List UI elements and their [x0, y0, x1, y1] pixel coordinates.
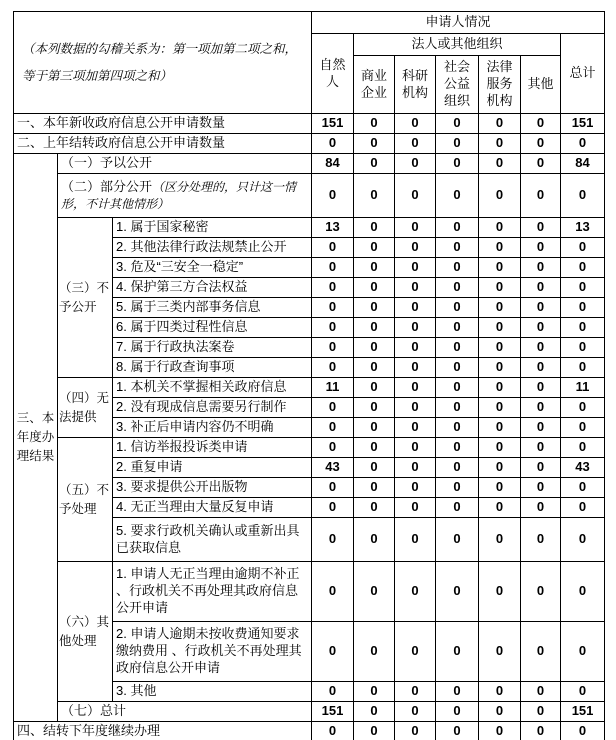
header-public-welfare-org: 社会公益组织 — [436, 56, 479, 114]
value-cell: 0 — [436, 298, 479, 318]
value-cell: 0 — [395, 398, 436, 418]
value-cell: 0 — [395, 298, 436, 318]
value-cell: 0 — [521, 702, 561, 722]
row-label — [58, 174, 312, 218]
value-cell: 0 — [479, 174, 521, 218]
value-cell: 0 — [312, 418, 354, 438]
value-cell: 0 — [354, 218, 395, 238]
value-cell: 0 — [354, 278, 395, 298]
row-label: （一）予以公开 — [58, 154, 312, 174]
value-cell: 0 — [354, 398, 395, 418]
value-cell: 0 — [436, 498, 479, 518]
value-cell: 151 — [312, 114, 354, 134]
value-cell: 0 — [395, 682, 436, 702]
table-row — [14, 438, 605, 458]
value-cell: 0 — [521, 518, 561, 562]
value-cell: 0 — [561, 438, 605, 458]
value-cell: 0 — [312, 338, 354, 358]
value-cell: 0 — [395, 278, 436, 298]
value-cell: 0 — [521, 458, 561, 478]
value-cell: 0 — [521, 722, 561, 740]
value-cell: 0 — [561, 258, 605, 278]
row-label: 2. 申请人逾期未按收费通知要求缴纳费用 、行政机关不再处理其政府信息公开申请 — [113, 622, 312, 682]
value-cell: 0 — [312, 358, 354, 378]
value-cell: 0 — [395, 154, 436, 174]
value-cell: 0 — [395, 218, 436, 238]
row-label: 3. 其他 — [113, 682, 312, 702]
row-label: 3. 补正后申请内容仍不明确 — [113, 418, 312, 438]
value-cell: 0 — [354, 154, 395, 174]
value-cell: 0 — [521, 298, 561, 318]
header-research-institution: 科研机构 — [395, 56, 436, 114]
group-label-other-handling: （六）其他处理 — [58, 562, 113, 702]
value-cell: 11 — [312, 378, 354, 398]
value-cell: 0 — [479, 278, 521, 298]
value-cell: 151 — [561, 702, 605, 722]
value-cell: 0 — [395, 134, 436, 154]
value-cell: 0 — [354, 498, 395, 518]
value-cell: 0 — [354, 298, 395, 318]
value-cell: 0 — [354, 134, 395, 154]
value-cell: 0 — [521, 154, 561, 174]
value-cell: 0 — [436, 338, 479, 358]
value-cell: 0 — [521, 338, 561, 358]
value-cell: 0 — [436, 258, 479, 278]
value-cell: 0 — [312, 238, 354, 258]
value-cell: 0 — [354, 174, 395, 218]
value-cell: 0 — [479, 418, 521, 438]
value-cell: 0 — [354, 238, 395, 258]
value-cell: 0 — [561, 298, 605, 318]
value-cell: 0 — [312, 562, 354, 622]
value-cell: 0 — [521, 278, 561, 298]
value-cell: 0 — [436, 458, 479, 478]
value-cell: 0 — [561, 278, 605, 298]
header-total: 总计 — [561, 34, 605, 114]
value-cell: 0 — [354, 622, 395, 682]
value-cell: 0 — [436, 518, 479, 562]
value-cell: 0 — [395, 418, 436, 438]
value-cell: 0 — [395, 358, 436, 378]
row-label: 4. 保护第三方合法权益 — [113, 278, 312, 298]
value-cell: 0 — [395, 114, 436, 134]
value-cell: 0 — [521, 238, 561, 258]
section-annual-results-label: 三、本年度办理结果 — [14, 154, 58, 722]
value-cell: 0 — [521, 134, 561, 154]
value-cell: 0 — [436, 378, 479, 398]
group-label-not-processed: （五）不予处理 — [58, 438, 113, 562]
value-cell: 0 — [521, 418, 561, 438]
value-cell: 0 — [354, 682, 395, 702]
value-cell: 0 — [521, 114, 561, 134]
value-cell: 0 — [312, 722, 354, 740]
value-cell: 0 — [312, 682, 354, 702]
value-cell: 0 — [395, 722, 436, 740]
value-cell: 84 — [561, 154, 605, 174]
value-cell: 0 — [436, 562, 479, 622]
value-cell: 0 — [521, 438, 561, 458]
header-applicant-status: 申请人情况 — [312, 12, 605, 34]
row-label-text: （二）部分公开 — [61, 178, 153, 194]
value-cell: 0 — [395, 174, 436, 218]
value-cell: 0 — [479, 438, 521, 458]
value-cell: 0 — [436, 478, 479, 498]
value-cell: 0 — [479, 114, 521, 134]
value-cell: 0 — [436, 438, 479, 458]
value-cell: 0 — [479, 398, 521, 418]
value-cell: 0 — [479, 622, 521, 682]
row-label: 2. 重复申请 — [113, 458, 312, 478]
value-cell: 0 — [521, 218, 561, 238]
table-row — [14, 134, 605, 154]
table-row — [14, 114, 605, 134]
value-cell: 0 — [354, 438, 395, 458]
value-cell: 0 — [561, 398, 605, 418]
value-cell: 0 — [354, 518, 395, 562]
value-cell: 0 — [561, 174, 605, 218]
value-cell: 0 — [312, 134, 354, 154]
value-cell: 151 — [561, 114, 605, 134]
value-cell: 0 — [354, 114, 395, 134]
value-cell: 0 — [521, 358, 561, 378]
row-label: 6. 属于四类过程性信息 — [113, 318, 312, 338]
value-cell: 0 — [395, 498, 436, 518]
group-label-not-disclosed: （三）不予公开 — [58, 218, 113, 378]
value-cell: 0 — [479, 218, 521, 238]
value-cell: 0 — [354, 358, 395, 378]
value-cell: 0 — [561, 722, 605, 740]
value-cell: 0 — [395, 622, 436, 682]
value-cell: 0 — [561, 418, 605, 438]
value-cell: 0 — [521, 398, 561, 418]
value-cell: 0 — [479, 682, 521, 702]
row-label: 1. 属于国家秘密 — [113, 218, 312, 238]
value-cell: 0 — [479, 298, 521, 318]
value-cell: 0 — [436, 722, 479, 740]
value-cell: 0 — [479, 378, 521, 398]
table-row — [14, 722, 605, 740]
row-label: 二、上年结转政府信息公开申请数量 — [14, 134, 312, 154]
header-other-org: 其他 — [521, 56, 561, 114]
value-cell: 0 — [561, 318, 605, 338]
row-label: 一、本年新收政府信息公开申请数量 — [14, 114, 312, 134]
value-cell: 0 — [395, 338, 436, 358]
value-cell: 0 — [436, 154, 479, 174]
row-label: 1. 申请人无正当理由逾期不补正 、行政机关不再处理其政府信息公开申请 — [113, 562, 312, 622]
value-cell: 0 — [521, 258, 561, 278]
value-cell: 0 — [436, 174, 479, 218]
value-cell: 0 — [561, 358, 605, 378]
row-label: 8. 属于行政查询事项 — [113, 358, 312, 378]
row-label: 7. 属于行政执法案卷 — [113, 338, 312, 358]
value-cell: 0 — [354, 258, 395, 278]
value-cell: 0 — [354, 378, 395, 398]
value-cell: 0 — [561, 338, 605, 358]
row-label-note: （区分处理的，只计这一情形，不计其他情形） — [61, 179, 297, 211]
value-cell: 43 — [312, 458, 354, 478]
row-label: 3. 危及“三安全一稳定” — [113, 258, 312, 278]
value-cell: 11 — [561, 378, 605, 398]
value-cell: 13 — [561, 218, 605, 238]
value-cell: 0 — [395, 562, 436, 622]
value-cell: 0 — [395, 238, 436, 258]
value-cell: 0 — [561, 478, 605, 498]
value-cell: 0 — [521, 622, 561, 682]
value-cell: 0 — [521, 562, 561, 622]
value-cell: 0 — [312, 318, 354, 338]
header-legal-org: 法人或其他组织 — [354, 34, 561, 56]
value-cell: 0 — [395, 702, 436, 722]
value-cell: 0 — [479, 702, 521, 722]
value-cell: 0 — [436, 358, 479, 378]
row-label: 5. 属于三类内部事务信息 — [113, 298, 312, 318]
value-cell: 0 — [479, 358, 521, 378]
value-cell: 0 — [561, 238, 605, 258]
table-row — [14, 702, 605, 722]
value-cell: 0 — [354, 318, 395, 338]
value-cell: 0 — [354, 562, 395, 622]
value-cell: 0 — [479, 562, 521, 622]
value-cell: 84 — [312, 154, 354, 174]
value-cell: 0 — [395, 478, 436, 498]
value-cell: 0 — [561, 134, 605, 154]
value-cell: 0 — [561, 518, 605, 562]
value-cell: 0 — [479, 318, 521, 338]
header-business-enterprise: 商业企业 — [354, 56, 395, 114]
value-cell: 0 — [312, 258, 354, 278]
value-cell: 43 — [561, 458, 605, 478]
value-cell: 0 — [561, 498, 605, 518]
value-cell: 0 — [395, 458, 436, 478]
value-cell: 0 — [436, 318, 479, 338]
value-cell: 0 — [479, 478, 521, 498]
value-cell: 0 — [561, 562, 605, 622]
value-cell: 0 — [436, 622, 479, 682]
row-label: 4. 无正当理由大量反复申请 — [113, 498, 312, 518]
value-cell: 0 — [479, 458, 521, 478]
value-cell: 0 — [436, 398, 479, 418]
value-cell: 0 — [436, 238, 479, 258]
header-natural-person: 自然人 — [312, 34, 354, 114]
value-cell: 0 — [395, 518, 436, 562]
value-cell: 0 — [479, 498, 521, 518]
value-cell: 0 — [436, 418, 479, 438]
value-cell: 0 — [312, 622, 354, 682]
value-cell: 0 — [479, 722, 521, 740]
value-cell: 0 — [312, 398, 354, 418]
row-label: 2. 没有现成信息需要另行制作 — [113, 398, 312, 418]
value-cell: 0 — [436, 278, 479, 298]
value-cell: 0 — [312, 518, 354, 562]
value-cell: 151 — [312, 702, 354, 722]
value-cell: 0 — [436, 682, 479, 702]
value-cell: 0 — [354, 722, 395, 740]
value-cell: 0 — [521, 682, 561, 702]
value-cell: 0 — [521, 174, 561, 218]
header-legal-service-org: 法律服务机构 — [479, 56, 521, 114]
value-cell: 0 — [479, 518, 521, 562]
value-cell: 0 — [479, 154, 521, 174]
value-cell: 0 — [354, 702, 395, 722]
value-cell: 0 — [395, 378, 436, 398]
row-label: 3. 要求提供公开出版物 — [113, 478, 312, 498]
row-label: 1. 本机关不掌握相关政府信息 — [113, 378, 312, 398]
table-row — [14, 174, 605, 218]
value-cell: 0 — [436, 702, 479, 722]
value-cell: 0 — [436, 218, 479, 238]
value-cell: 0 — [312, 438, 354, 458]
value-cell: 0 — [436, 114, 479, 134]
row-label: 1. 信访举报投诉类申请 — [113, 438, 312, 458]
value-cell: 0 — [521, 498, 561, 518]
value-cell: 0 — [312, 174, 354, 218]
value-cell: 0 — [521, 478, 561, 498]
table-row — [14, 154, 605, 174]
row-label: 2. 其他法律行政法规禁止公开 — [113, 238, 312, 258]
value-cell: 0 — [312, 498, 354, 518]
table-row — [14, 378, 605, 398]
value-cell: 0 — [395, 318, 436, 338]
value-cell: 0 — [395, 438, 436, 458]
value-cell: 0 — [312, 478, 354, 498]
corner-note: （本列数据的勾稽关系为：第一项加第二项之和，等于第三项加第四项之和） — [14, 12, 312, 114]
value-cell: 0 — [436, 134, 479, 154]
value-cell: 0 — [479, 238, 521, 258]
row-label: 四、结转下年度继续办理 — [14, 722, 312, 740]
table-row — [14, 562, 605, 622]
value-cell: 0 — [521, 318, 561, 338]
value-cell: 0 — [561, 682, 605, 702]
group-label-unable-to-provide: （四）无法提供 — [58, 378, 113, 438]
value-cell: 0 — [479, 258, 521, 278]
value-cell: 0 — [395, 258, 436, 278]
value-cell: 0 — [354, 338, 395, 358]
table-row — [14, 12, 605, 34]
value-cell: 0 — [521, 378, 561, 398]
row-label: 5. 要求行政机关确认或重新出具已获取信息 — [113, 518, 312, 562]
value-cell: 0 — [312, 278, 354, 298]
value-cell: 0 — [354, 458, 395, 478]
value-cell: 0 — [354, 418, 395, 438]
value-cell: 0 — [479, 338, 521, 358]
value-cell: 0 — [479, 134, 521, 154]
value-cell: 0 — [561, 622, 605, 682]
value-cell: 0 — [354, 478, 395, 498]
row-label: （七）总计 — [58, 702, 312, 722]
info-disclosure-table — [13, 11, 605, 740]
value-cell: 13 — [312, 218, 354, 238]
value-cell: 0 — [312, 298, 354, 318]
table-row — [14, 218, 605, 238]
